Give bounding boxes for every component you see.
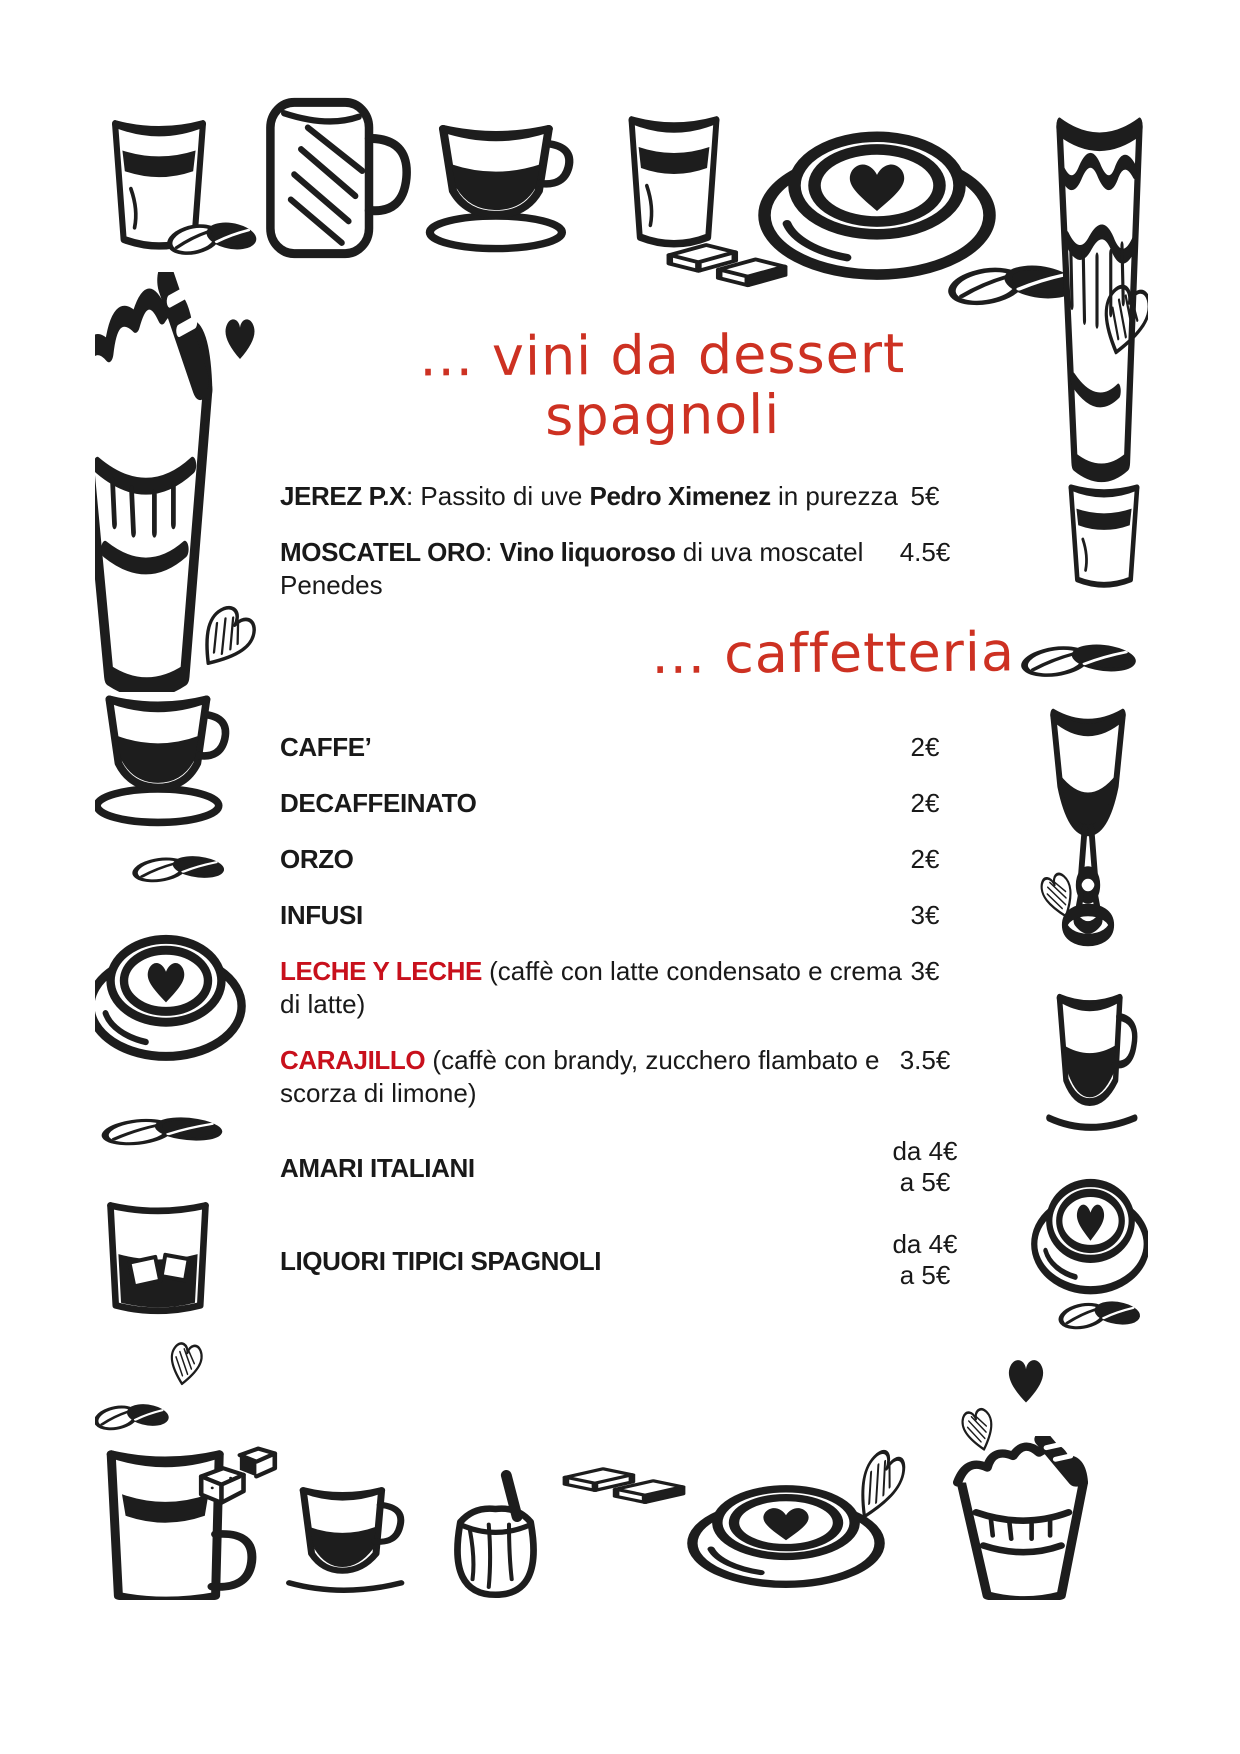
item-text	[280, 787, 952, 820]
cappuccino-top-icon	[95, 898, 250, 1078]
item-name: LECHE Y LECHE	[280, 956, 482, 986]
item-name: ORZO	[280, 844, 354, 874]
glass-espresso-icon	[278, 1478, 418, 1600]
espresso-cup-icon	[95, 678, 240, 830]
section-title-caffetteria: ... caffetteria	[651, 620, 1016, 686]
heart-solid-icon	[218, 308, 262, 366]
item-desc: di latte)	[280, 989, 366, 1019]
menu-item	[280, 1044, 985, 1110]
sugar-cubes-icon	[192, 1442, 284, 1524]
item-text	[280, 1044, 952, 1110]
item-price: 5€	[910, 481, 940, 511]
item-text	[280, 480, 952, 513]
item-price: da 4€ a 5€	[892, 1229, 958, 1290]
item-desc: Vino liquoroso	[499, 537, 676, 567]
item-name: CAFFE’	[280, 732, 372, 762]
menu-item	[280, 536, 985, 602]
item-text	[280, 1245, 952, 1278]
item-name: INFUSI	[280, 900, 363, 930]
menu-item	[280, 843, 985, 876]
menu-item	[280, 731, 985, 764]
coffee-beans-icon	[1052, 1282, 1148, 1344]
section-title-vini-da-dessert: ... vini da dessert spagnoli	[419, 322, 906, 448]
item-text	[280, 536, 952, 602]
glass-cup-icon	[1058, 478, 1148, 596]
coffee-beans-icon	[95, 1098, 234, 1160]
item-desc: di uva moscatel	[675, 537, 864, 567]
section-items-vini	[280, 480, 985, 602]
menu-item	[280, 1229, 985, 1290]
coffee-beans-icon	[125, 838, 233, 896]
item-text	[280, 843, 952, 876]
item-desc: in purezza	[770, 481, 898, 511]
coffee-beans-icon	[95, 1386, 176, 1444]
item-name: CARAJILLO	[280, 1045, 426, 1075]
menu-item	[280, 1136, 985, 1197]
item-desc: scorza di limone)	[280, 1078, 477, 1108]
item-price: 2€	[910, 844, 940, 874]
item-name: AMARI ITALIANI	[280, 1153, 475, 1183]
menu-item	[280, 955, 985, 1021]
menu-item	[280, 899, 985, 932]
item-price: 3.5€	[899, 1045, 951, 1075]
menu-item	[280, 480, 985, 513]
glass-espresso-icon	[1040, 982, 1148, 1140]
tumbler-icon	[95, 1192, 224, 1327]
item-desc: :	[485, 537, 500, 567]
item-price: 3€	[910, 900, 940, 930]
item-desc: (caffè con latte condensato e crema	[481, 956, 902, 986]
item-price: 3€	[910, 956, 940, 986]
item-text	[280, 955, 952, 1021]
item-desc: Penedes	[280, 570, 383, 600]
item-text	[280, 731, 952, 764]
item-name: DECAFFEINATO	[280, 788, 477, 818]
menu-content	[280, 322, 1016, 1301]
item-name: JEREZ P.X	[280, 481, 406, 511]
espresso-cup-icon	[420, 108, 585, 256]
section-items-caffetteria	[280, 731, 985, 1290]
mug-icon	[250, 88, 420, 268]
item-price: 4.5€	[899, 537, 951, 567]
item-name: MOSCATEL ORO	[280, 537, 486, 567]
item-desc: (caffè con brandy, zucchero flambato e	[425, 1045, 880, 1075]
heart-solid-icon	[1000, 1348, 1052, 1410]
heart-sketch-icon	[157, 1328, 214, 1393]
menu-item	[280, 787, 985, 820]
sack-drink-icon	[428, 1470, 563, 1600]
coffee-beans-icon	[1012, 622, 1147, 694]
item-text	[280, 1152, 952, 1185]
item-price: da 4€ a 5€	[892, 1136, 958, 1197]
chocolate-icon	[558, 1458, 690, 1518]
item-text	[280, 899, 952, 932]
item-name: LIQUORI TIPICI SPAGNOLI	[280, 1246, 602, 1276]
item-price: 2€	[910, 732, 940, 762]
item-desc: Pedro Ximenez	[589, 481, 771, 511]
item-desc: : Passito di uve	[405, 481, 590, 511]
frappe-icon	[928, 1436, 1113, 1600]
item-price: 2€	[910, 788, 940, 818]
